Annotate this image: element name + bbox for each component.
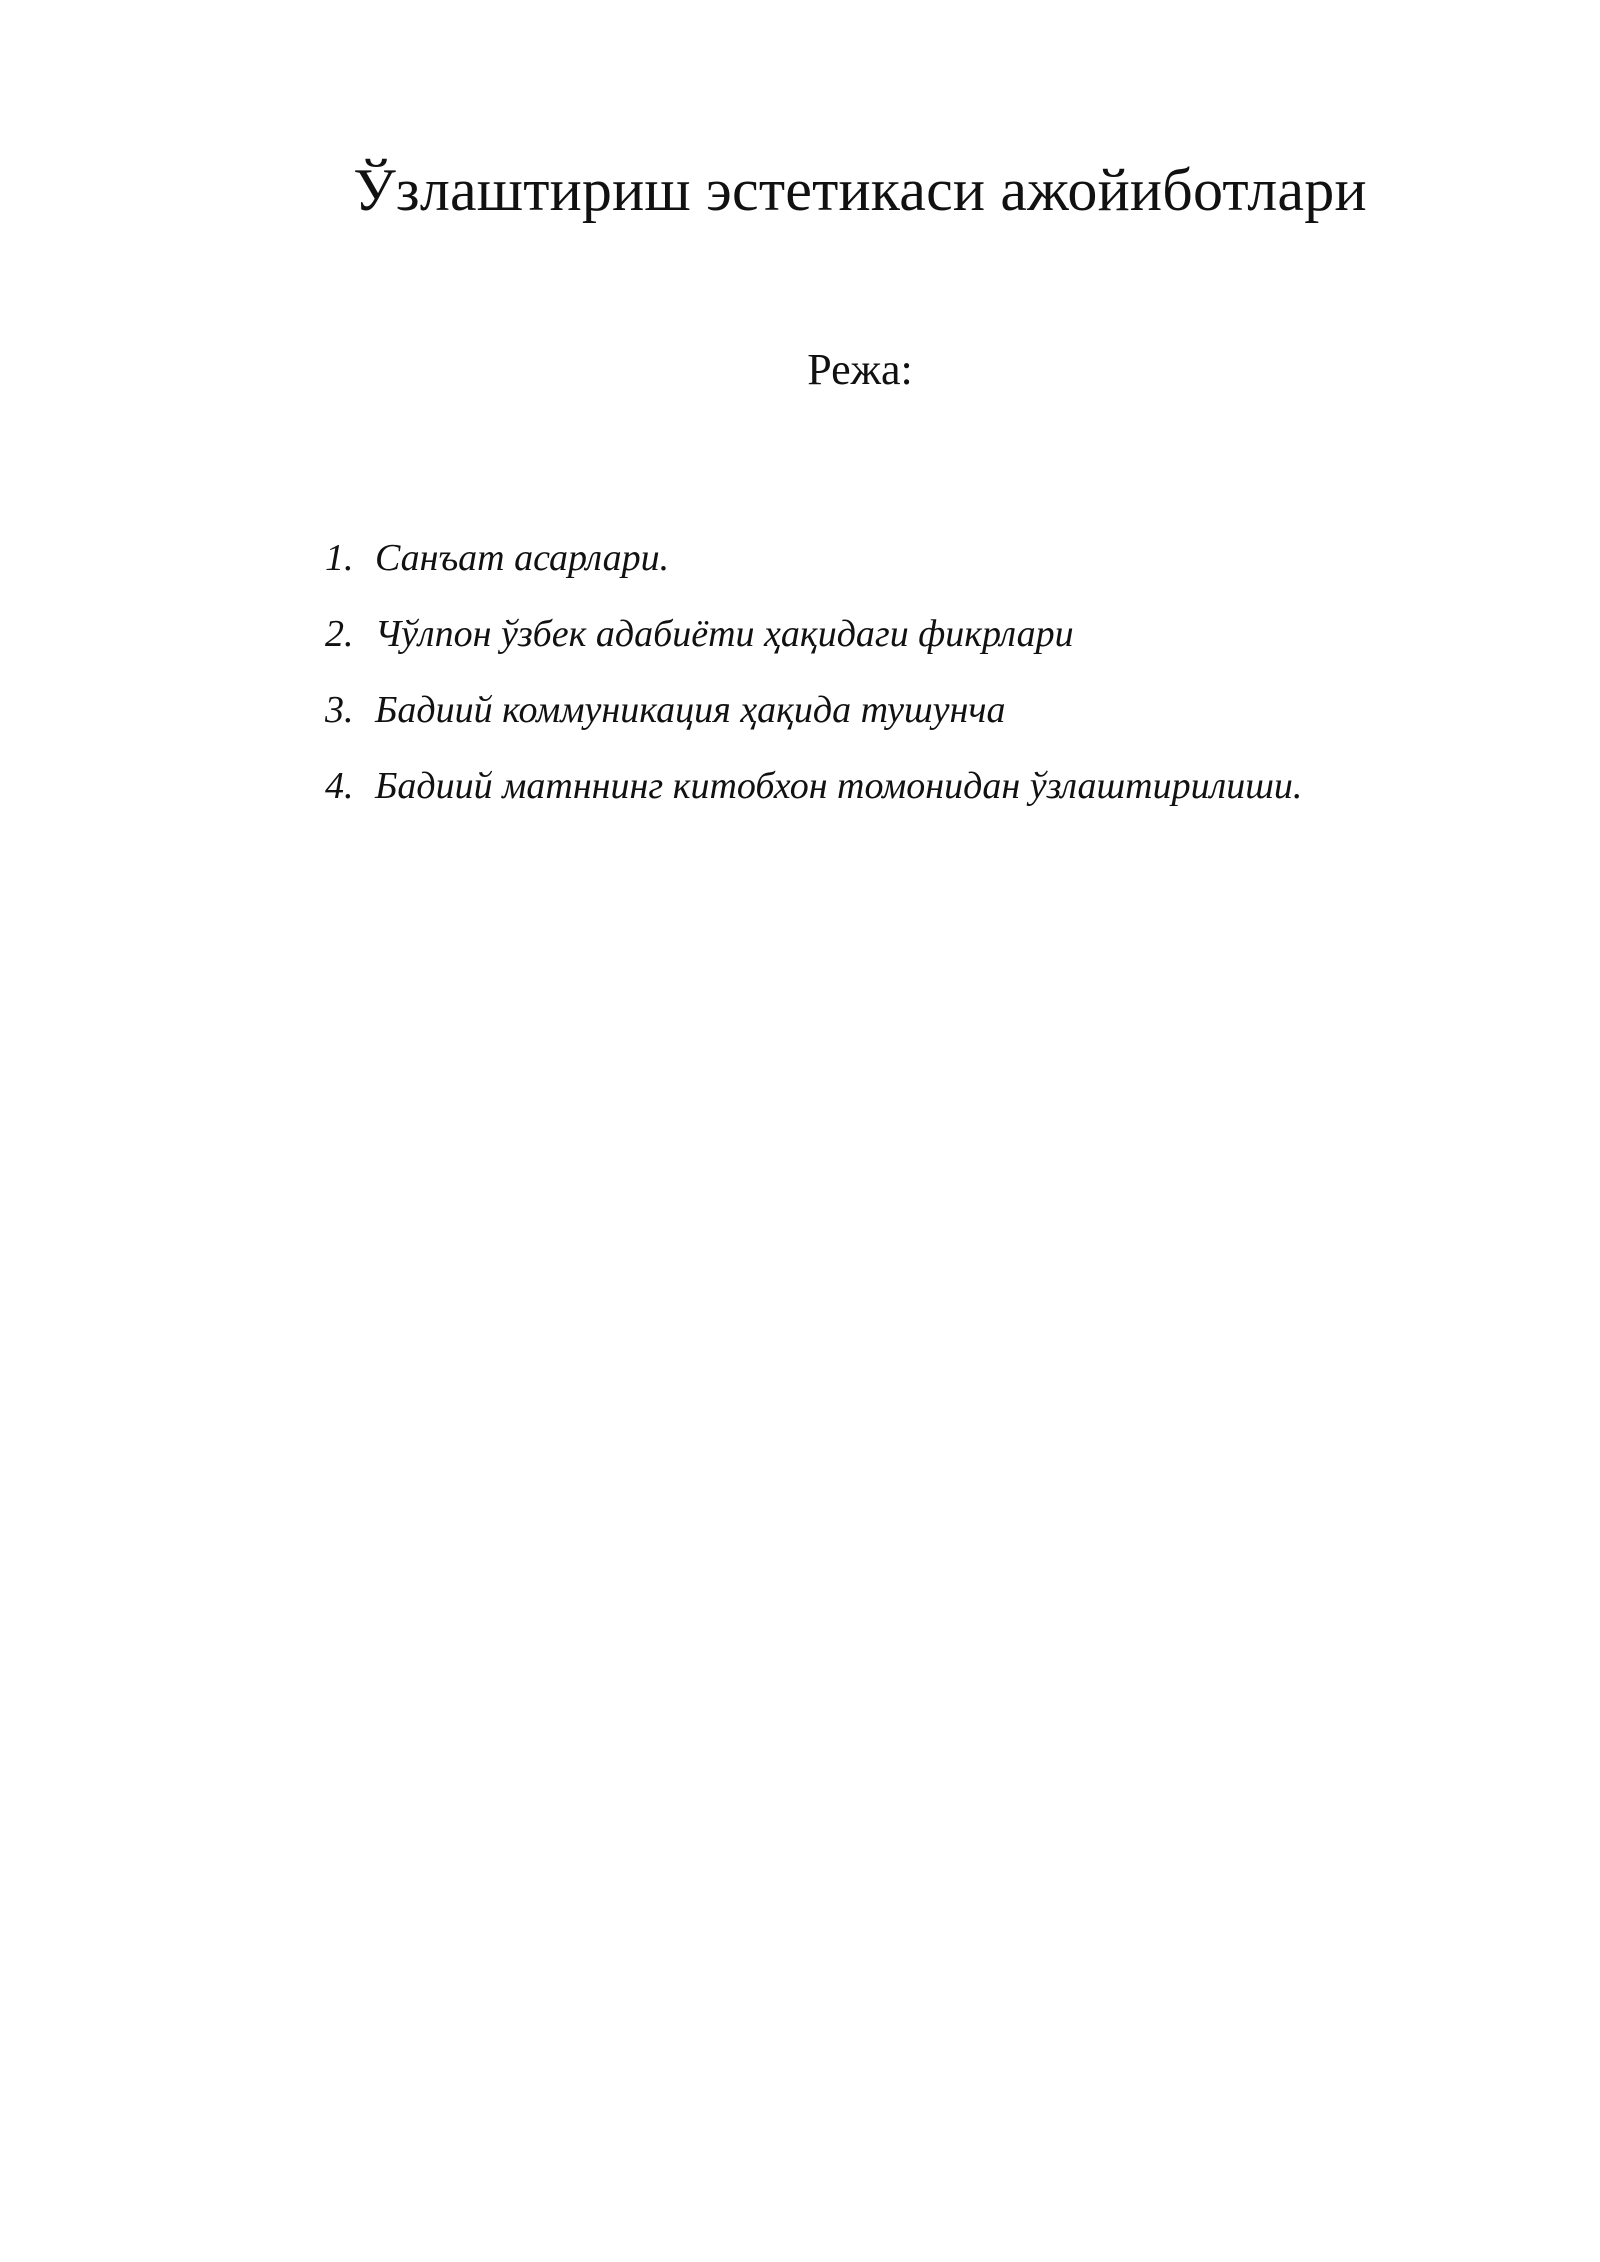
plan-item-text: Санъат асарлари.	[375, 537, 670, 579]
plan-item-number: 4.	[325, 765, 354, 807]
plan-item-number: 3.	[325, 689, 354, 731]
plan-item-number: 1.	[325, 537, 354, 579]
plan-item-text: Бадиий матннинг китобхон томонидан ўзлаштирилиши.	[375, 765, 1303, 807]
plan-item-number: 2.	[325, 613, 354, 655]
plan-item	[325, 596, 1302, 672]
plan-item	[325, 672, 1302, 748]
plan-item-text: Бадиий коммуникация ҳақида тушунча	[375, 689, 1006, 731]
plan-item-text: Чўлпон ўзбек адабиёти ҳақидаги фикрлари	[375, 613, 1074, 655]
plan-heading: Режа:	[807, 345, 913, 394]
document-title: Ўзлаштириш эстетикаси ажойиботлари	[353, 157, 1367, 223]
plan-list	[325, 520, 1302, 824]
plan-item	[325, 520, 1302, 596]
plan-item	[325, 748, 1302, 824]
